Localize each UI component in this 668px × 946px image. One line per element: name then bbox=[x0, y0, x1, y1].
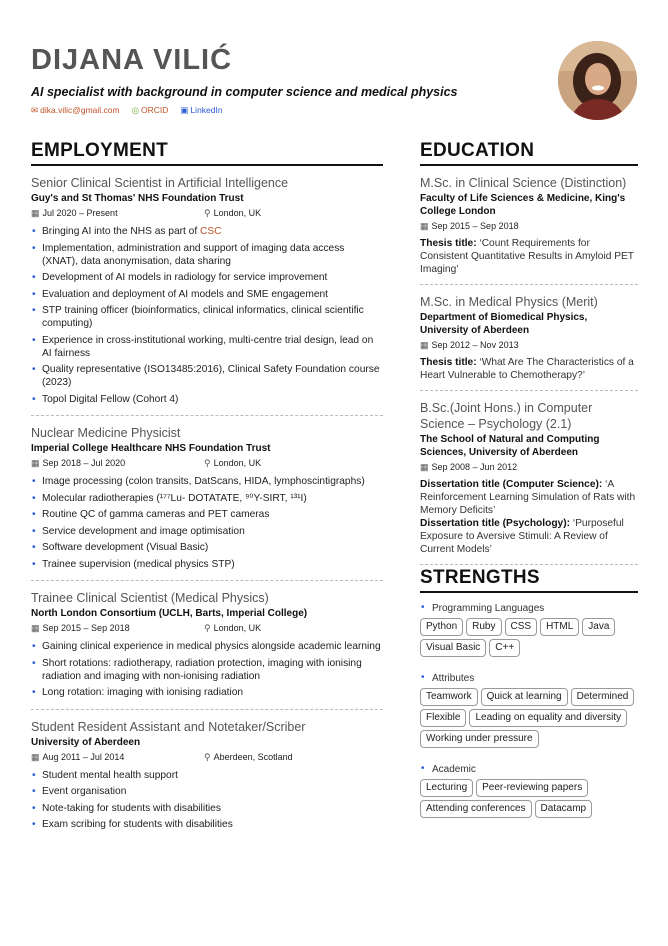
job-meta bbox=[31, 208, 383, 219]
tag: Datacamp bbox=[535, 800, 593, 818]
location-pin-icon: ⚲ bbox=[204, 208, 211, 218]
strength-group bbox=[420, 603, 638, 657]
linkedin-link[interactable]: LinkedIn bbox=[190, 105, 223, 115]
tag: Working under pressure bbox=[420, 730, 539, 748]
tag: Java bbox=[582, 618, 615, 636]
list-item: • Exam scribing for students with disabilities bbox=[31, 818, 383, 831]
list-item: • Long rotation: imaging with ionising radiation bbox=[31, 686, 383, 699]
job-organization: University of Aberdeen bbox=[31, 736, 141, 748]
list-item: • Routine QC of gamma cameras and PET cameras bbox=[31, 508, 383, 521]
strength-group bbox=[420, 764, 638, 818]
list-item: • Service development and image optimisation bbox=[31, 525, 383, 538]
tag: HTML bbox=[540, 618, 579, 636]
tag: Determined bbox=[571, 688, 635, 706]
csc-link[interactable]: CSC bbox=[200, 226, 222, 237]
calendar-icon: ▦ bbox=[31, 751, 40, 762]
degree-title: B.Sc.(Joint Hons.) in Computer Science – Psychology (2.1) bbox=[420, 401, 593, 431]
tag: C++ bbox=[489, 639, 520, 657]
list-item: • Trainee supervision (medical physics STP) bbox=[31, 558, 383, 571]
list-item: • Short rotations: radiotherapy, radiation protection, imaging with ionising radiation and imaging with non-ionising radiation bbox=[31, 657, 383, 683]
job-bullets bbox=[31, 475, 383, 571]
job-meta bbox=[31, 458, 383, 469]
job-entry bbox=[31, 710, 383, 841]
envelope-icon: ✉ bbox=[31, 105, 39, 115]
list-item: • STP training officer (bioinformatics, clinical informatics, clinical scientific computing) bbox=[31, 304, 383, 330]
calendar-icon: ▦ bbox=[420, 221, 429, 231]
tag-list bbox=[420, 618, 638, 657]
tag: Leading on equality and diversity bbox=[469, 709, 627, 727]
tag: Attending conferences bbox=[420, 800, 532, 818]
calendar-icon: ▦ bbox=[31, 623, 40, 633]
portrait-image bbox=[558, 41, 637, 120]
list-item: • Development of AI models in radiology for service improvement bbox=[31, 271, 383, 284]
location-pin-icon: ⚲ bbox=[204, 458, 211, 468]
avatar bbox=[558, 41, 637, 120]
tag: Visual Basic bbox=[420, 639, 486, 657]
tag: Flexible bbox=[420, 709, 466, 727]
job-location: London, UK bbox=[213, 458, 262, 468]
education-date-row bbox=[420, 221, 638, 232]
institution: The School of Natural and Computing Sciences, University of Aberdeen bbox=[420, 434, 600, 458]
list-item: • Topol Digital Fellow (Cohort 4) bbox=[31, 393, 383, 406]
job-organization: Guy's and St Thomas' NHS Foundation Trust bbox=[31, 193, 244, 204]
job-meta bbox=[31, 623, 383, 634]
institution: Faculty of Life Sciences & Medicine, King's College London bbox=[420, 193, 626, 217]
location-pin-icon: ⚲ bbox=[204, 751, 211, 762]
list-item: • Note-taking for students with disabilities bbox=[31, 802, 383, 815]
job-date: Aug 2011 – Jul 2014 bbox=[42, 751, 125, 762]
degree-title: M.Sc. in Medical Physics (Merit) bbox=[420, 295, 598, 309]
calendar-icon: ▦ bbox=[420, 340, 429, 350]
job-bullets bbox=[31, 769, 383, 832]
orcid-icon: ◎ bbox=[131, 105, 140, 115]
job-date: Jul 2020 – Present bbox=[42, 208, 118, 218]
job-title: Nuclear Medicine Physicist bbox=[31, 426, 181, 440]
job-title: Trainee Clinical Scientist (Medical Physics) bbox=[31, 591, 269, 605]
list-item: • Experience in cross-institutional working, multi-centre trial design, lead on AI fairness bbox=[31, 334, 383, 360]
calendar-icon: ▦ bbox=[420, 462, 429, 472]
job-location: London, UK bbox=[213, 623, 262, 633]
thesis: Thesis title: ‘What Are The Characteristics of a Heart Vulnerable to Chemotherapy?’ bbox=[420, 357, 634, 381]
degree-title: M.Sc. in Clinical Science (Distinction) bbox=[420, 176, 627, 190]
contact-email[interactable] bbox=[31, 105, 120, 116]
education-entry bbox=[420, 391, 638, 565]
email-link[interactable]: dika.vilic@gmail.com bbox=[40, 105, 120, 115]
employment-title: EMPLOYMENT bbox=[31, 140, 383, 166]
education-date: Sep 2008 – Jun 2012 bbox=[431, 462, 518, 472]
list-item: • Evaluation and deployment of AI models and SME engagement bbox=[31, 288, 383, 301]
list-item: • Gaining clinical experience in medical physics alongside academic learning bbox=[31, 640, 383, 653]
contact-list bbox=[31, 105, 551, 116]
job-bullets bbox=[31, 225, 383, 406]
tagline: AI specialist with background in computer science and medical physics bbox=[31, 85, 458, 99]
job-entry bbox=[31, 416, 383, 581]
strengths-title: STRENGTHS bbox=[420, 567, 638, 593]
tag-list bbox=[420, 688, 638, 748]
education-date-row bbox=[420, 462, 638, 473]
orcid-link[interactable]: ORCID bbox=[141, 105, 169, 115]
education-entry bbox=[420, 285, 638, 391]
list-item: • Implementation, administration and support of imaging data access (XNAT), data anonymisation, data sharing bbox=[31, 242, 383, 268]
job-date: Sep 2018 – Jul 2020 bbox=[42, 458, 126, 468]
tag: Peer-reviewing papers bbox=[476, 779, 588, 797]
list-item: • Molecular radiotherapies (¹⁷⁷Lu- DOTATATE, ⁹⁰Y-SIRT, ¹³¹I) bbox=[31, 492, 383, 505]
strength-group-title: • Programming Languages bbox=[420, 603, 638, 614]
calendar-icon: ▦ bbox=[31, 208, 40, 218]
resume-header bbox=[31, 44, 551, 116]
dissertation: Dissertation title (Psychology): ‘Purposeful Exposure to Aversive Stimuli: A Review of Current Models’ bbox=[420, 518, 624, 555]
list-item: • Event organisation bbox=[31, 785, 383, 798]
tag: Quick at learning bbox=[481, 688, 568, 706]
tag-list bbox=[420, 779, 638, 818]
strength-group-title: • Attributes bbox=[420, 673, 638, 684]
thesis: Thesis title: ‘Count Requirements for Consistent Quantitative Results in Amyloid PET Imaging’ bbox=[420, 238, 634, 275]
tag: Ruby bbox=[466, 618, 501, 636]
job-entry bbox=[31, 166, 383, 416]
contact-linkedin[interactable] bbox=[180, 105, 222, 116]
right-column bbox=[420, 140, 638, 818]
strength-group-title: • Academic bbox=[420, 764, 638, 775]
tag: Lecturing bbox=[420, 779, 473, 797]
list-item: • Quality representative (ISO13485:2016), Clinical Safety Foundation course (2023) bbox=[31, 363, 383, 389]
institution: Department of Biomedical Physics, University of Aberdeen bbox=[420, 312, 588, 336]
job-bullets bbox=[31, 640, 383, 699]
linkedin-icon: ▣ bbox=[180, 105, 189, 115]
dissertation: Dissertation title (Computer Science): ‘A Reinforcement Learning Simulation of Rats with Memory Deficits’ bbox=[420, 479, 636, 516]
education-date: Sep 2015 – Sep 2018 bbox=[431, 221, 519, 231]
tag: Python bbox=[420, 618, 463, 636]
job-meta bbox=[31, 752, 383, 763]
contact-orcid[interactable] bbox=[132, 105, 169, 116]
education-date-row bbox=[420, 340, 638, 351]
tag: Teamwork bbox=[420, 688, 478, 706]
candidate-name: DIJANA VILIĆ bbox=[31, 44, 233, 76]
education-date: Sep 2012 – Nov 2013 bbox=[431, 340, 519, 350]
job-date: Sep 2015 – Sep 2018 bbox=[42, 623, 130, 633]
list-item: • Software development (Visual Basic) bbox=[31, 541, 383, 554]
strength-group bbox=[420, 673, 638, 748]
list-item: • Bringing AI into the NHS as part of CSC bbox=[31, 225, 383, 238]
location-pin-icon: ⚲ bbox=[204, 623, 211, 633]
job-title: Senior Clinical Scientist in Artificial Intelligence bbox=[31, 176, 289, 190]
list-item: • Image processing (colon transits, DatScans, HIDA, lymphoscintigraphs) bbox=[31, 475, 383, 488]
job-location: Aberdeen, Scotland bbox=[213, 751, 293, 762]
job-organization: North London Consortium (UCLH, Barts, Imperial College) bbox=[31, 608, 308, 619]
job-title: Student Resident Assistant and Notetaker/Scriber bbox=[31, 719, 306, 734]
job-location: London, UK bbox=[213, 208, 262, 218]
job-entry bbox=[31, 581, 383, 710]
tag: CSS bbox=[505, 618, 538, 636]
list-item: • Student mental health support bbox=[31, 769, 383, 782]
education-title: EDUCATION bbox=[420, 140, 638, 166]
left-column bbox=[31, 140, 383, 841]
calendar-icon: ▦ bbox=[31, 458, 40, 468]
education-entry bbox=[420, 166, 638, 285]
job-organization: Imperial College Healthcare NHS Foundation Trust bbox=[31, 443, 271, 454]
